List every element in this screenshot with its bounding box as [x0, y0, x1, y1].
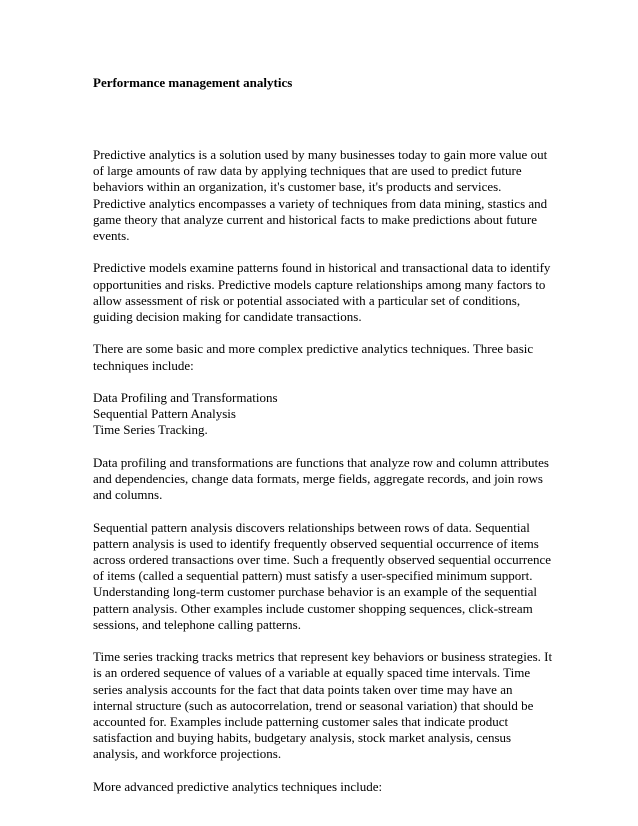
paragraph-techniques-intro: There are some basic and more complex predictive analytics techniques. Three basic techniques include:: [93, 341, 534, 373]
document-body: [93, 147, 553, 811]
paragraph-data-profiling: Data profiling and transformations are functions that analyze row and column attributes and dependencies, change data formats, merge fields, aggregate records, and join rows and columns.: [93, 454, 549, 503]
paragraph-time-series: Time series tracking tracks metrics that represent key behaviors or business strategies. It is an ordered sequence of values of a variable at equally spaced time intervals. Time series analysis accounts for the fact that data points taken over time may have an internal structure (such as autocorrelation, trend or seasonal variation) that should be accounted for. Examples include patterning customer sales that indicate product satisfaction and buying habits, budgetary analysis, stock market analysis, census analysis, and workforce projections.: [93, 649, 553, 762]
paragraph-intro: Predictive analytics is a solution used by many businesses today to gain more value out of large amounts of raw data by applying techniques that are used to predict future behaviors within an organization, it's customer base, it's products and services. Predictive analytics encompasses a variety of techniques from data mining, stastics and game theory that analyze current and historical facts to make predictions about future events.: [93, 147, 548, 244]
list-item: Time Series Tracking.: [93, 422, 208, 438]
basic-techniques-list: [93, 390, 553, 439]
paragraph-sequential-pattern: Sequential pattern analysis discovers relationships between rows of data. Sequential pattern analysis is used to identify frequently observed sequential occurrence of items across ordered transactions over time. Such a frequently observed sequential occurrence of items (called a sequential pattern) must satisfy a user-specified minimum support. Understanding long-term customer purchase behavior is an example of the sequential pattern analysis. Other examples include customer shopping sequences, click-stream sessions, and telephone calling patterns.: [93, 519, 552, 632]
list-item: Data Profiling and Transformations: [93, 390, 278, 405]
paragraph-advanced-techniques: More advanced predictive analytics techniques include:: [93, 778, 383, 794]
paragraph-predictive-models: Predictive models examine patterns found in historical and transactional data to identify opportunities and risks. Predictive models capture relationships among many factors to allow assessment of risk or potential associated with a particular set of conditions, guiding decision making for candidate transactions.: [93, 260, 551, 325]
list-item: Sequential Pattern Analysis: [93, 406, 236, 422]
document-title: Performance management analytics: [93, 75, 293, 90]
